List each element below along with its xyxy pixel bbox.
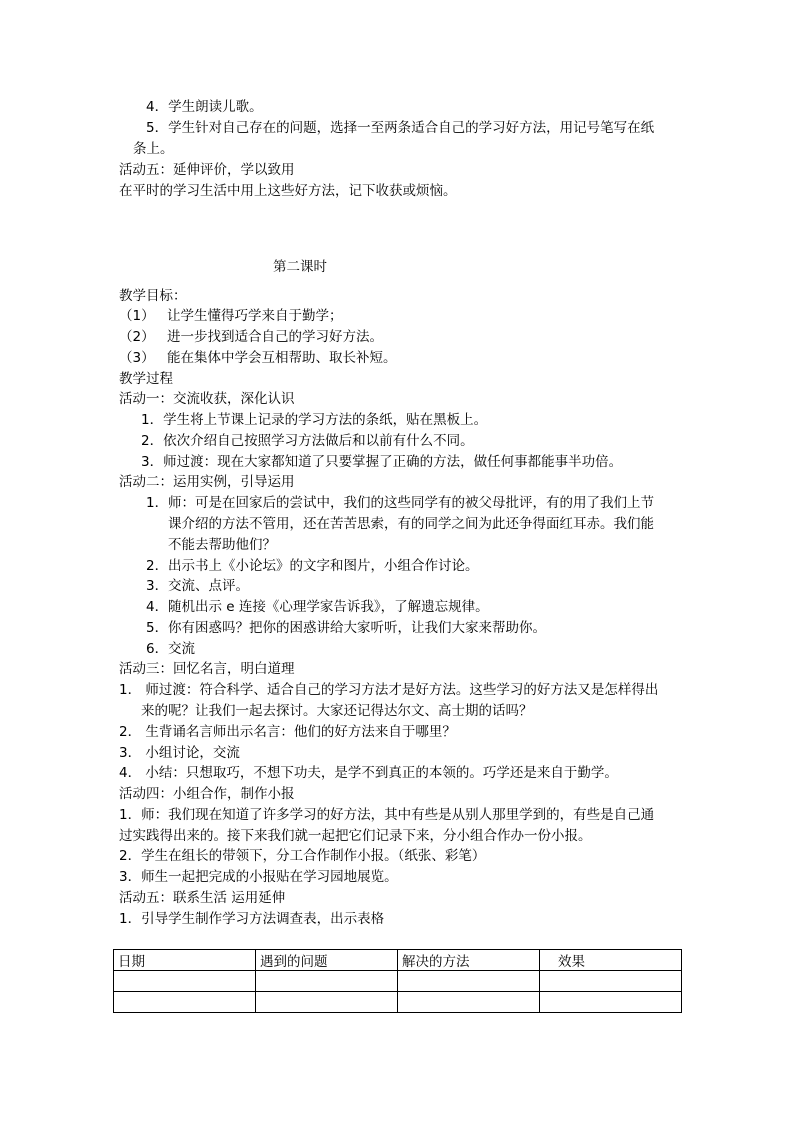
list-number: 1． [146, 495, 169, 511]
section-heading: 教学过程 [119, 371, 173, 387]
table-cell [256, 971, 398, 992]
list-item: 1．师：我们现在知道了许多学习的好方法，其中有些是从别人那里学到的，有些是自己通 [119, 807, 655, 823]
survey-table [113, 949, 682, 1013]
table-cell [540, 971, 682, 992]
goal-text: 进一步找到适合自己的学习好方法。 [167, 329, 383, 345]
lesson-title: 第二课时 [273, 258, 327, 275]
list-number: 2． [146, 558, 169, 574]
list-item: 2． 生背诵名言师出示名言：他们的好方法来自于哪里？ [119, 724, 456, 740]
list-item [146, 556, 479, 576]
section-heading: 教学目标： [119, 288, 187, 304]
table-cell [398, 971, 540, 992]
goal-number: （3） [119, 350, 155, 366]
table-cell [540, 992, 682, 1013]
column-header-solution: 解决的方法 [398, 950, 540, 971]
activity-heading: 活动三：回忆名言，明白道理 [119, 661, 295, 677]
list-number: 4． [146, 599, 169, 615]
table-row [114, 971, 682, 992]
goal-item [119, 306, 343, 326]
table-cell [114, 992, 256, 1013]
goal-item [119, 348, 397, 368]
list-text: 你有困惑吗？把你的困惑讲给大家听听，让我们大家来帮助你。 [168, 620, 546, 636]
list-item: 2．依次介绍自己按照学习方法做后和以前有什么不同。 [141, 433, 474, 449]
list-text: 交流、点评。 [168, 578, 249, 594]
goal-text: 让学生懂得巧学来自于勤学； [167, 308, 343, 324]
list-item: 2．学生在组长的带领下，分工合作制作小报。（纸张、彩笔） [119, 848, 486, 864]
column-header-effect: 效果 [540, 950, 682, 971]
goal-number: （2） [119, 329, 155, 345]
paragraph: 在平时的学习生活中用上这些好方法，记下收获或烦恼。 [119, 183, 457, 199]
list-number: 5． [146, 620, 169, 636]
list-item [146, 639, 195, 659]
list-text: 交流 [168, 641, 195, 657]
table-header-row [114, 950, 682, 971]
list-item: 5．学生针对自己存在的问题，选择一至两条适合自己的学习好方法，用记号笔写在纸 [146, 120, 655, 136]
list-item: 1． 师过渡：符合科学、适合自己的学习方法才是好方法。这些学习的好方法又是怎样得出 [119, 682, 659, 698]
activity-heading: 活动五：延伸评价，学以致用 [119, 162, 295, 178]
list-text: 出示书上《小论坛》的文字和图片，小组合作讨论。 [168, 558, 479, 574]
list-item: 4． 小结：只想取巧，不想下功夫，是学不到真正的本领的。巧学还是来自于勤学。 [119, 765, 618, 781]
list-item [146, 618, 546, 638]
list-item: 1．引导学生制作学习方法调查表，出示表格 [119, 911, 385, 927]
column-header-problem: 遇到的问题 [256, 950, 398, 971]
list-item-continuation: 课介绍的方法不管用，还在苦苦思索，有的同学之间为此还争得面红耳赤。我们能 [168, 516, 654, 532]
goal-item [119, 327, 383, 347]
list-item-continuation: 不能去帮助他们？ [168, 537, 276, 553]
list-item: 3．师生一起把完成的小报贴在学习园地展览。 [119, 869, 398, 885]
activity-heading: 活动二：运用实例，引导运用 [119, 474, 295, 490]
list-item: 3．师过渡：现在大家都知道了只要掌握了正确的方法，做任何事都能事半功倍。 [141, 454, 623, 470]
list-number: 3． [146, 578, 169, 594]
list-item-continuation: 过实践得出来的。接下来我们就一起把它们记录下来，分小组合作办一份小报。 [119, 828, 592, 844]
activity-heading: 活动四：小组合作，制作小报 [119, 786, 295, 802]
list-item [146, 576, 249, 596]
activity-heading: 活动一：交流收获，深化认识 [119, 391, 295, 407]
table-cell [398, 992, 540, 1013]
list-item [146, 597, 489, 617]
table-cell [256, 992, 398, 1013]
list-number: 6． [146, 641, 169, 657]
list-text: 随机出示 e 连接《心理学家告诉我》，了解遗忘规律。 [168, 599, 489, 615]
list-item: 师：可是在回家后的尝试中，我们的这些同学有的被父母批评，有的用了我们上节 [168, 495, 654, 511]
table-row [114, 992, 682, 1013]
activity-heading: 活动五：联系生活 运用延伸 [119, 890, 286, 906]
list-item: 1．学生将上节课上记录的学习方法的条纸，贴在黑板上。 [141, 412, 488, 428]
list-item-continuation: 来的呢？让我们一起去探讨。大家还记得达尔文、高士期的话吗？ [141, 703, 533, 719]
list-item-continuation: 条上。 [133, 141, 174, 157]
list-item: 4．学生朗读儿歌。 [146, 99, 263, 115]
goal-text: 能在集体中学会互相帮助、取长补短。 [167, 350, 397, 366]
list-item: 3． 小组讨论，交流 [119, 745, 240, 761]
column-header-date: 日期 [114, 950, 256, 971]
goal-number: （1） [119, 308, 155, 324]
table-cell [114, 971, 256, 992]
